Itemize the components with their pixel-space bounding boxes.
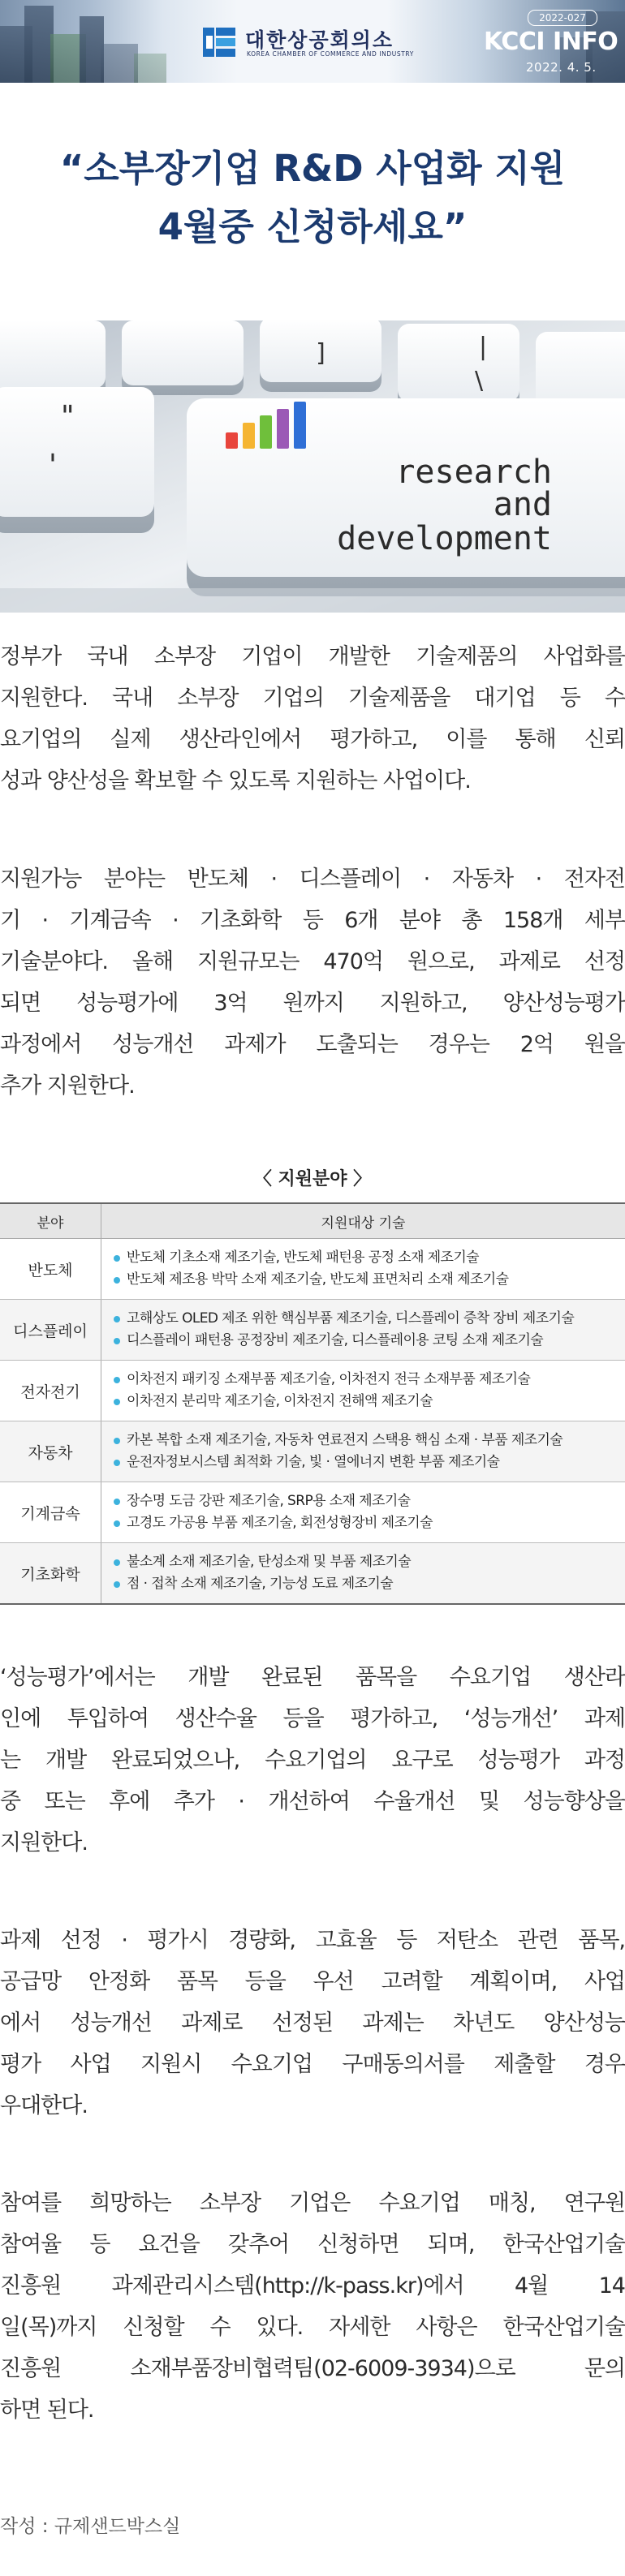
table-cell-tech [101,1361,625,1421]
hero-bar [294,402,306,449]
p2-line: 기술분야다. 올해 지원규모는 470억 원으로, 과제로 선정 [0,949,625,974]
list-item: 카본 복합 소재 제조기술, 자동차 연료전지 스택용 핵심 소재 · 부품 제조기술 [112,1430,624,1451]
list-item: 점 · 접착 소재 제조기술, 기능성 도료 제조기술 [112,1573,624,1595]
p2-line: 추가 지원한다. [0,1073,135,1099]
table-cell-tech [101,1300,625,1361]
table-caption: 〈 지원분야 〉 [253,1169,372,1189]
table-cell-field: 기계금속 [0,1482,101,1543]
keyboard-illustration [0,320,625,613]
p3-line: ‘성능평가’에서는 개발 완료된 품목을 수요기업 생산라 [0,1665,625,1690]
org-name: 대한상공회의소 [245,28,394,52]
p4-line: 에서 성능개선 과제로 선정된 과제는 차년도 양산성능 [0,2010,625,2036]
p5-line: 진흥원 소재부품장비협력팀(02-6009-3934)으로 문의 [0,2356,625,2381]
list-item: 운전자정보시스템 최적화 기술, 빛 · 열에너지 변환 부품 제조기술 [112,1451,624,1473]
kcci-logo [201,24,437,62]
list-item: 디스플레이 패턴용 공정장비 제조기술, 디스플레이용 코팅 소재 제조기술 [112,1330,624,1352]
p2-line: 과정에서 성능개선 과제가 도출되는 경우는 2억 원을 [0,1032,625,1057]
p2-line: 되면 성능평가에 3억 원까지 지원하고, 양산성능평가 [0,991,625,1016]
key-quote [0,387,154,533]
hero-key-text-1: research [395,454,552,491]
p5-line: 진흥원 과제관리시스템(http://k-pass.kr)에서 4월 14 [0,2273,625,2299]
p4-line: 과제 선정 · 평가시 경량화, 고효율 등 저탄소 관련 품목, [0,1928,625,1953]
page-title [0,140,625,256]
list-item: 이차전지 패키징 소재부품 제조기술, 이차전지 전극 소재부품 제조기술 [112,1369,624,1391]
table-row [0,1482,625,1543]
support-fields-table [0,1202,625,1605]
p1-line: 성과 양산성을 확보할 수 있도록 지원하는 사업이다. [0,768,471,793]
hero-key-text-2: and [493,486,552,523]
list-item: 반도체 기초소재 제조기술, 반도체 패턴용 공정 소재 제조기술 [112,1247,624,1269]
p5-line: 참여를 희망하는 소부장 기업은 수요기업 매칭, 연구원 [0,2191,625,2216]
p5-line: 일(목)까지 신청할 수 있다. 자세한 사항은 한국산업기술 [0,2315,625,2340]
hero-bar [226,432,238,449]
p4-line: 평가 사업 지원시 수요기업 구매동의서를 제출할 경우 [0,2052,625,2077]
svg-text:|: | [479,333,488,361]
hero-key-text-3: development [337,520,552,557]
hero-bar [277,409,289,449]
table-cell-field: 자동차 [0,1421,101,1482]
table-header-field: 분야 [0,1203,101,1239]
org-subtitle: KOREA CHAMBER OF COMMERCE AND INDUSTRY [247,50,414,58]
svg-text:': ' [49,449,57,482]
p4-line: 우대한다. [0,2093,88,2118]
hero-image [0,320,625,613]
table-row [0,1239,625,1300]
table-cell-field: 기초화학 [0,1543,101,1605]
table-cell-tech [101,1421,625,1482]
hero-bar [260,415,272,449]
p1-line: 정부가 국내 소부장 기업이 개발한 기술제품의 사업화를 [0,644,625,669]
kcci-logo-icon [201,24,237,60]
table-cell-field: 디스플레이 [0,1300,101,1361]
table-row [0,1300,625,1361]
p3-line: 인에 투입하여 생산수율 등을 평가하고, ‘성능개선’ 과제 [0,1706,625,1731]
table-cell-tech [101,1239,625,1300]
list-item: 고경도 가공용 부품 제조기술, 회전성형장비 제조기술 [112,1512,624,1534]
issue-number-badge: 2022-027 [528,10,597,26]
svg-text:": " [61,400,75,433]
p5-line: 참여율 등 요건을 갖추어 신청하면 되며, 한국산업기술 [0,2232,625,2257]
table-row [0,1361,625,1421]
header-banner [0,0,625,83]
hero-bar [243,423,255,449]
p3-line: 는 개발 완료되었으나, 수요기업의 요구로 성능평가 과정 [0,1748,625,1773]
issue-date: 2022. 4. 5. [526,60,597,75]
p2-line: 기 · 기계금속 · 기초화학 등 6개 분야 총 158개 세부 [0,908,625,933]
brand-title: KCCI INFO [484,28,619,56]
p5-line: 하면 된다. [0,2398,94,2423]
p3-line: 지원한다. [0,1830,88,1856]
list-item: 장수명 도금 강판 제조기술, SRP용 소재 제조기술 [112,1490,624,1512]
list-item: 고해상도 OLED 제조 위한 핵심부품 제조기술, 디스플레이 증착 장비 제조기술 [112,1308,624,1330]
list-item: 이차전지 분리막 제조기술, 이차전지 전해액 제조기술 [112,1391,624,1413]
title-line-1: “소부장기업 R&D 사업화 지원 [59,147,566,190]
p1-line: 지원한다. 국내 소부장 기업의 기술제품을 대기업 등 수 [0,686,625,711]
table-row [0,1421,625,1482]
table-row [0,1543,625,1605]
paragraph-3 [0,1657,625,1864]
p2-line: 지원가능 분야는 반도체 · 디스플레이 · 자동차 · 전자전 [0,867,625,892]
paragraph-1 [0,636,625,802]
svg-text:\: \ [475,367,484,395]
table-header-tech: 지원대상 기술 [101,1203,625,1239]
list-item: 반도체 제조용 박막 소재 제조기술, 반도체 표면처리 소재 제조기술 [112,1269,624,1291]
table-header-row [0,1203,625,1239]
svg-text:]: ] [316,339,325,368]
table-cell-tech [101,1543,625,1605]
key-research-development [187,398,625,596]
paragraph-4 [0,1920,625,2127]
table-cell-field: 전자전기 [0,1361,101,1421]
p4-line: 공급망 안정화 품목 등을 우선 고려할 계획이며, 사업 [0,1969,625,1994]
p3-line: 중 또는 후에 추가 · 개선하여 수율개선 및 성능향상을 [0,1789,625,1814]
author-credit: 작성 : 규제샌드박스실 [0,2516,181,2537]
p1-line: 요기업의 실제 생산라인에서 평가하고, 이를 통해 신뢰 [0,727,625,752]
paragraph-2 [0,858,625,1107]
title-line-2: 4월중 신청하세요” [157,205,468,248]
paragraph-5 [0,2183,625,2431]
list-item: 불소계 소재 제조기술, 탄성소재 및 부품 제조기술 [112,1551,624,1573]
table-cell-tech [101,1482,625,1543]
table-cell-field: 반도체 [0,1239,101,1300]
